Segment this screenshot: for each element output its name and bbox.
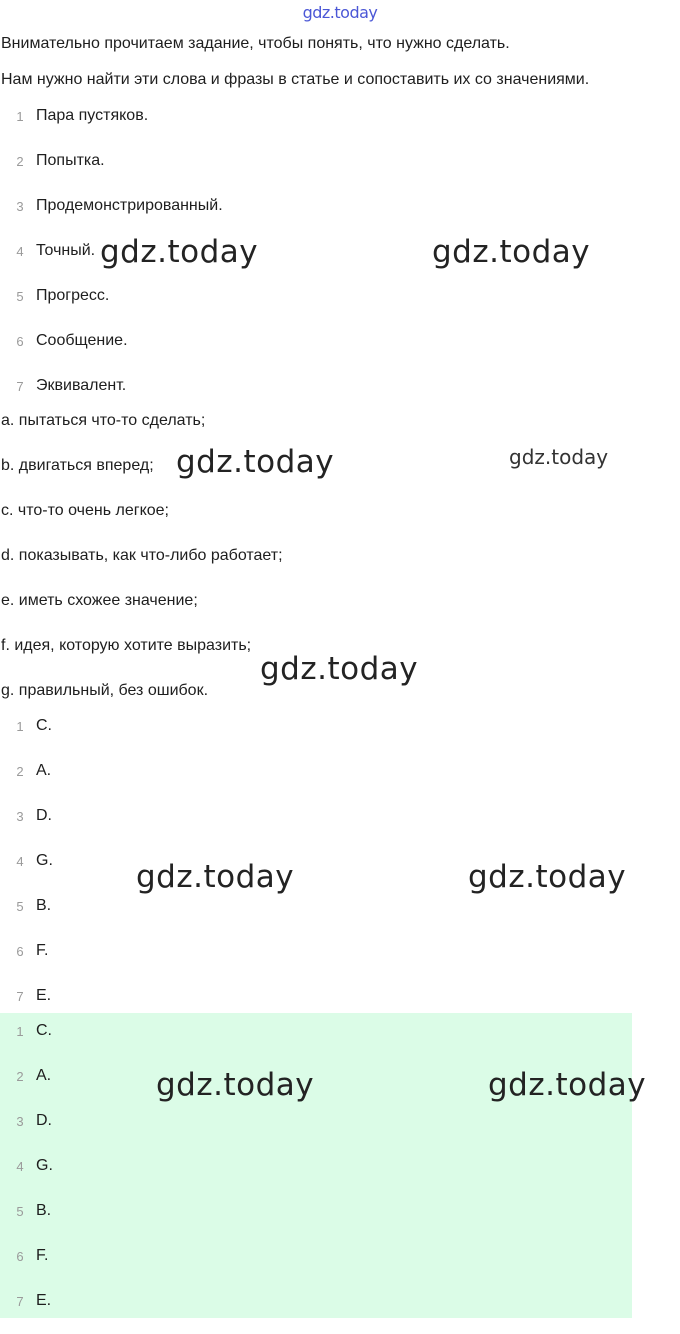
list-text: Попытка. xyxy=(36,152,105,169)
list-number: 5 xyxy=(16,899,24,914)
list-text: Эквивалент. xyxy=(36,377,127,394)
list-text: Продемонстрированный. xyxy=(36,197,223,214)
list-number: 2 xyxy=(16,764,24,779)
list-text: F. xyxy=(36,1247,49,1264)
list-number: 1 xyxy=(16,1024,24,1039)
list-text: D. xyxy=(36,1112,52,1129)
definition-f: f. идея, которую хотите выразить; xyxy=(1,637,252,654)
watermark: gdz.today xyxy=(432,234,591,270)
watermark: gdz.today xyxy=(176,444,335,480)
list-number: 3 xyxy=(16,199,24,214)
definition-a: a. пытаться что-то сделать; xyxy=(1,412,206,429)
list-text: Точный. xyxy=(36,242,96,259)
list-text: B. xyxy=(36,1202,52,1219)
definition-b: b. двигаться вперед; xyxy=(1,457,154,474)
list-text: E. xyxy=(36,1292,52,1309)
intro-paragraph-2: Нам нужно найти эти слова и фразы в статье и сопоставить их со значениями. xyxy=(1,71,590,88)
list-number: 6 xyxy=(16,944,24,959)
list-number: 5 xyxy=(16,1204,24,1219)
watermark: gdz.today xyxy=(100,234,259,270)
list-number: 1 xyxy=(16,109,24,124)
list-number: 6 xyxy=(16,334,24,349)
site-link[interactable]: gdz.today xyxy=(302,3,378,22)
list-text: D. xyxy=(36,807,52,824)
list-text: B. xyxy=(36,897,52,914)
list-number: 1 xyxy=(16,719,24,734)
list-text: Пара пустяков. xyxy=(36,107,149,124)
list-text: A. xyxy=(36,1067,52,1084)
definition-g: g. правильный, без ошибок. xyxy=(1,682,209,699)
list-number: 4 xyxy=(16,854,24,869)
list-number: 4 xyxy=(16,1159,24,1174)
list-text: G. xyxy=(36,852,53,869)
list-number: 3 xyxy=(16,1114,24,1129)
list-text: C. xyxy=(36,717,52,734)
list-text: E. xyxy=(36,987,52,1004)
definition-c: c. что-то очень легкое; xyxy=(1,502,169,519)
watermark: gdz.today xyxy=(468,859,627,895)
list-text: C. xyxy=(36,1022,52,1039)
list-text: Сообщение. xyxy=(36,332,128,349)
answer-highlight-box xyxy=(0,1013,632,1318)
intro-paragraph-1: Внимательно прочитаем задание, чтобы понять, что нужно сделать. xyxy=(1,35,510,52)
list-number: 2 xyxy=(16,1069,24,1084)
list-text: Прогресс. xyxy=(36,287,110,304)
list-number: 2 xyxy=(16,154,24,169)
list-number: 7 xyxy=(16,1294,24,1309)
watermark: gdz.today xyxy=(509,445,609,469)
list-text: G. xyxy=(36,1157,53,1174)
definition-e: e. иметь схожее значение; xyxy=(1,592,198,609)
list-number: 4 xyxy=(16,244,24,259)
watermark: gdz.today xyxy=(136,859,295,895)
watermark: gdz.today xyxy=(488,1067,647,1103)
list-number: 3 xyxy=(16,809,24,824)
list-number: 7 xyxy=(16,379,24,394)
watermark: gdz.today xyxy=(260,651,419,687)
list-number: 6 xyxy=(16,1249,24,1264)
list-number: 5 xyxy=(16,289,24,304)
list-text: F. xyxy=(36,942,49,959)
list-number: 7 xyxy=(16,989,24,1004)
list-text: A. xyxy=(36,762,52,779)
watermark: gdz.today xyxy=(156,1067,315,1103)
definition-d: d. показывать, как что-либо работает; xyxy=(1,547,283,564)
